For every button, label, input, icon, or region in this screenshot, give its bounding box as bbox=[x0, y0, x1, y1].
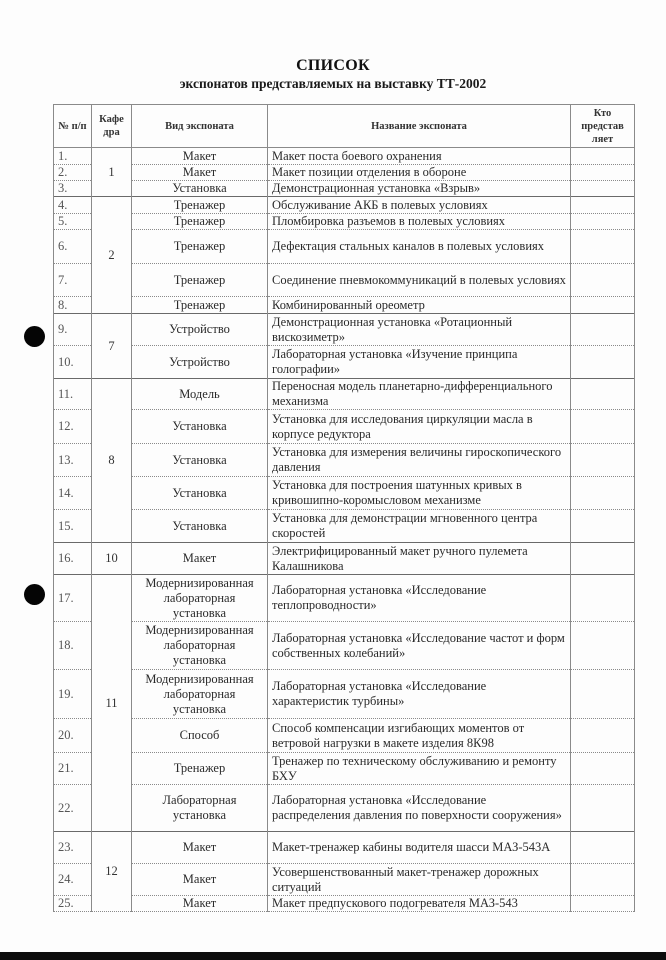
table-row bbox=[54, 314, 635, 346]
table-row bbox=[54, 785, 635, 832]
presenter-cell bbox=[571, 165, 635, 181]
presenter-cell bbox=[571, 670, 635, 719]
header-kind: Вид экспоната bbox=[132, 105, 268, 148]
table-row bbox=[54, 510, 635, 543]
exhibit-name: Лабораторная установка «Исследование характеристик турбины» bbox=[268, 670, 571, 719]
presenter-cell bbox=[571, 197, 635, 214]
exhibit-name: Установка для демонстрации мгновенного центра скоростей bbox=[268, 510, 571, 543]
exhibit-kind: Тренажер bbox=[132, 230, 268, 264]
row-number: 17. bbox=[54, 575, 92, 622]
table-row bbox=[54, 410, 635, 444]
header-presenter: Кто представ ляет bbox=[571, 105, 635, 148]
exhibit-name: Демонстрационная установка «Взрыв» bbox=[268, 181, 571, 197]
presenter-cell bbox=[571, 575, 635, 622]
table-row bbox=[54, 148, 635, 165]
scan-edge-shadow bbox=[0, 952, 666, 960]
exhibit-name: Макет предпускового подогревателя МАЗ-543 bbox=[268, 896, 571, 912]
row-number: 21. bbox=[54, 753, 92, 785]
exhibit-kind: Способ bbox=[132, 719, 268, 753]
document-title: СПИСОК bbox=[296, 57, 370, 74]
exhibit-kind: Устройство bbox=[132, 346, 268, 379]
exhibit-name: Электрифицированный макет ручного пулемета Калашникова bbox=[268, 543, 571, 575]
table-row bbox=[54, 214, 635, 230]
table-row bbox=[54, 575, 635, 622]
table-row bbox=[54, 297, 635, 314]
exhibit-kind: Макет bbox=[132, 165, 268, 181]
row-number: 22. bbox=[54, 785, 92, 832]
department-cell: 8 bbox=[92, 379, 132, 543]
exhibit-name: Тренажер по техническому обслуживанию и ремонту БХУ bbox=[268, 753, 571, 785]
exhibit-kind: Лабораторная установка bbox=[132, 785, 268, 832]
exhibit-name: Макет поста боевого охранения bbox=[268, 148, 571, 165]
table-row bbox=[54, 670, 635, 719]
row-number: 16. bbox=[54, 543, 92, 575]
exhibit-name: Усовершенствованный макет-тренажер дорожных ситуаций bbox=[268, 864, 571, 896]
table-row bbox=[54, 477, 635, 510]
header-num: № п/п bbox=[54, 105, 92, 148]
row-number: 23. bbox=[54, 832, 92, 864]
department-cell: 2 bbox=[92, 197, 132, 314]
row-number: 20. bbox=[54, 719, 92, 753]
exhibit-name: Обслуживание АКБ в полевых условиях bbox=[268, 197, 571, 214]
table-row bbox=[54, 896, 635, 912]
table-header-row bbox=[54, 105, 635, 148]
exhibit-name: Соединение пневмокоммуникаций в полевых условиях bbox=[268, 264, 571, 297]
presenter-cell bbox=[571, 297, 635, 314]
document-subtitle: экспонатов представляемых на выставку ТТ-2002 bbox=[179, 76, 487, 91]
exhibit-kind: Тренажер bbox=[132, 753, 268, 785]
presenter-cell bbox=[571, 148, 635, 165]
exhibit-kind: Тренажер bbox=[132, 297, 268, 314]
row-number: 11. bbox=[54, 379, 92, 410]
row-number: 14. bbox=[54, 477, 92, 510]
row-number: 5. bbox=[54, 214, 92, 230]
exhibit-name: Лабораторная установка «Исследование теплопроводности» bbox=[268, 575, 571, 622]
exhibit-kind: Макет bbox=[132, 543, 268, 575]
exhibit-kind: Макет bbox=[132, 832, 268, 864]
row-number: 7. bbox=[54, 264, 92, 297]
punch-hole-icon bbox=[24, 584, 45, 605]
exhibit-kind: Макет bbox=[132, 148, 268, 165]
exhibit-kind: Тренажер bbox=[132, 264, 268, 297]
exhibit-name: Установка для исследования циркуляции масла в корпусе редуктора bbox=[268, 410, 571, 444]
table-row bbox=[54, 622, 635, 670]
row-number: 4. bbox=[54, 197, 92, 214]
exhibit-kind: Установка bbox=[132, 510, 268, 543]
exhibit-name: Способ компенсации изгибающих моментов от ветровой нагрузки в макете изделия 8К98 bbox=[268, 719, 571, 753]
table-row bbox=[54, 379, 635, 410]
exhibit-kind: Тренажер bbox=[132, 197, 268, 214]
table-row bbox=[54, 181, 635, 197]
presenter-cell bbox=[571, 379, 635, 410]
presenter-cell bbox=[571, 410, 635, 444]
exhibit-kind: Установка bbox=[132, 181, 268, 197]
department-cell: 10 bbox=[92, 543, 132, 575]
exhibit-name: Дефектация стальных каналов в полевых условиях bbox=[268, 230, 571, 264]
presenter-cell bbox=[571, 896, 635, 912]
row-number: 18. bbox=[54, 622, 92, 670]
department-cell: 7 bbox=[92, 314, 132, 379]
presenter-cell bbox=[571, 214, 635, 230]
presenter-cell bbox=[571, 622, 635, 670]
table-row bbox=[54, 543, 635, 575]
row-number: 13. bbox=[54, 444, 92, 477]
exhibit-name: Макет-тренажер кабины водителя шасси МАЗ-543А bbox=[268, 832, 571, 864]
department-cell: 1 bbox=[92, 148, 132, 197]
table-row bbox=[54, 832, 635, 864]
table-row bbox=[54, 753, 635, 785]
exhibit-kind: Установка bbox=[132, 410, 268, 444]
presenter-cell bbox=[571, 477, 635, 510]
row-number: 8. bbox=[54, 297, 92, 314]
exhibit-name: Установка для измерения величины гироскопического давления bbox=[268, 444, 571, 477]
presenter-cell bbox=[571, 543, 635, 575]
row-number: 9. bbox=[54, 314, 92, 346]
row-number: 1. bbox=[54, 148, 92, 165]
exhibit-name: Комбинированный ореометр bbox=[268, 297, 571, 314]
row-number: 6. bbox=[54, 230, 92, 264]
exhibit-kind: Модель bbox=[132, 379, 268, 410]
presenter-cell bbox=[571, 864, 635, 896]
presenter-cell bbox=[571, 346, 635, 379]
exhibit-kind: Модернизированная лабораторная установка bbox=[132, 622, 268, 670]
presenter-cell bbox=[571, 510, 635, 543]
header-department: Кафе дра bbox=[92, 105, 132, 148]
department-cell: 11 bbox=[92, 575, 132, 832]
presenter-cell bbox=[571, 753, 635, 785]
table-row bbox=[54, 197, 635, 214]
table-body bbox=[54, 148, 635, 912]
table-row bbox=[54, 230, 635, 264]
presenter-cell bbox=[571, 832, 635, 864]
exhibit-name: Пломбировка разъемов в полевых условиях bbox=[268, 214, 571, 230]
row-number: 25. bbox=[54, 896, 92, 912]
exhibit-name: Переносная модель планетарно-дифференциального механизма bbox=[268, 379, 571, 410]
table-row bbox=[54, 264, 635, 297]
department-cell: 12 bbox=[92, 832, 132, 912]
table-row bbox=[54, 346, 635, 379]
exhibit-kind: Макет bbox=[132, 896, 268, 912]
exhibit-kind: Модернизированная лабораторная установка bbox=[132, 575, 268, 622]
exhibit-name: Лабораторная установка «Изучение принципа голографии» bbox=[268, 346, 571, 379]
row-number: 2. bbox=[54, 165, 92, 181]
table-row bbox=[54, 864, 635, 896]
presenter-cell bbox=[571, 444, 635, 477]
exhibit-name: Установка для построения шатунных кривых в кривошипно-коромысловом механизме bbox=[268, 477, 571, 510]
row-number: 12. bbox=[54, 410, 92, 444]
header-name: Название экспоната bbox=[268, 105, 571, 148]
presenter-cell bbox=[571, 181, 635, 197]
presenter-cell bbox=[571, 314, 635, 346]
presenter-cell bbox=[571, 719, 635, 753]
exhibit-name: Лабораторная установка «Исследование распределения давления по поверхности сооружения» bbox=[268, 785, 571, 832]
row-number: 19. bbox=[54, 670, 92, 719]
exhibit-kind: Устройство bbox=[132, 314, 268, 346]
exhibit-kind: Установка bbox=[132, 477, 268, 510]
table-row bbox=[54, 719, 635, 753]
exhibits-table bbox=[53, 104, 635, 912]
table-row bbox=[54, 165, 635, 181]
presenter-cell bbox=[571, 785, 635, 832]
presenter-cell bbox=[571, 230, 635, 264]
exhibit-name: Демонстрационная установка «Ротационный вискозиметр» bbox=[268, 314, 571, 346]
exhibit-kind: Установка bbox=[132, 444, 268, 477]
row-number: 3. bbox=[54, 181, 92, 197]
row-number: 24. bbox=[54, 864, 92, 896]
exhibit-kind: Тренажер bbox=[132, 214, 268, 230]
row-number: 10. bbox=[54, 346, 92, 379]
exhibit-kind: Макет bbox=[132, 864, 268, 896]
exhibit-name: Лабораторная установка «Исследование частот и форм собственных колебаний» bbox=[268, 622, 571, 670]
exhibit-kind: Модернизированная лабораторная установка bbox=[132, 670, 268, 719]
exhibit-name: Макет позиции отделения в обороне bbox=[268, 165, 571, 181]
presenter-cell bbox=[571, 264, 635, 297]
punch-hole-icon bbox=[24, 326, 45, 347]
row-number: 15. bbox=[54, 510, 92, 543]
table-row bbox=[54, 444, 635, 477]
